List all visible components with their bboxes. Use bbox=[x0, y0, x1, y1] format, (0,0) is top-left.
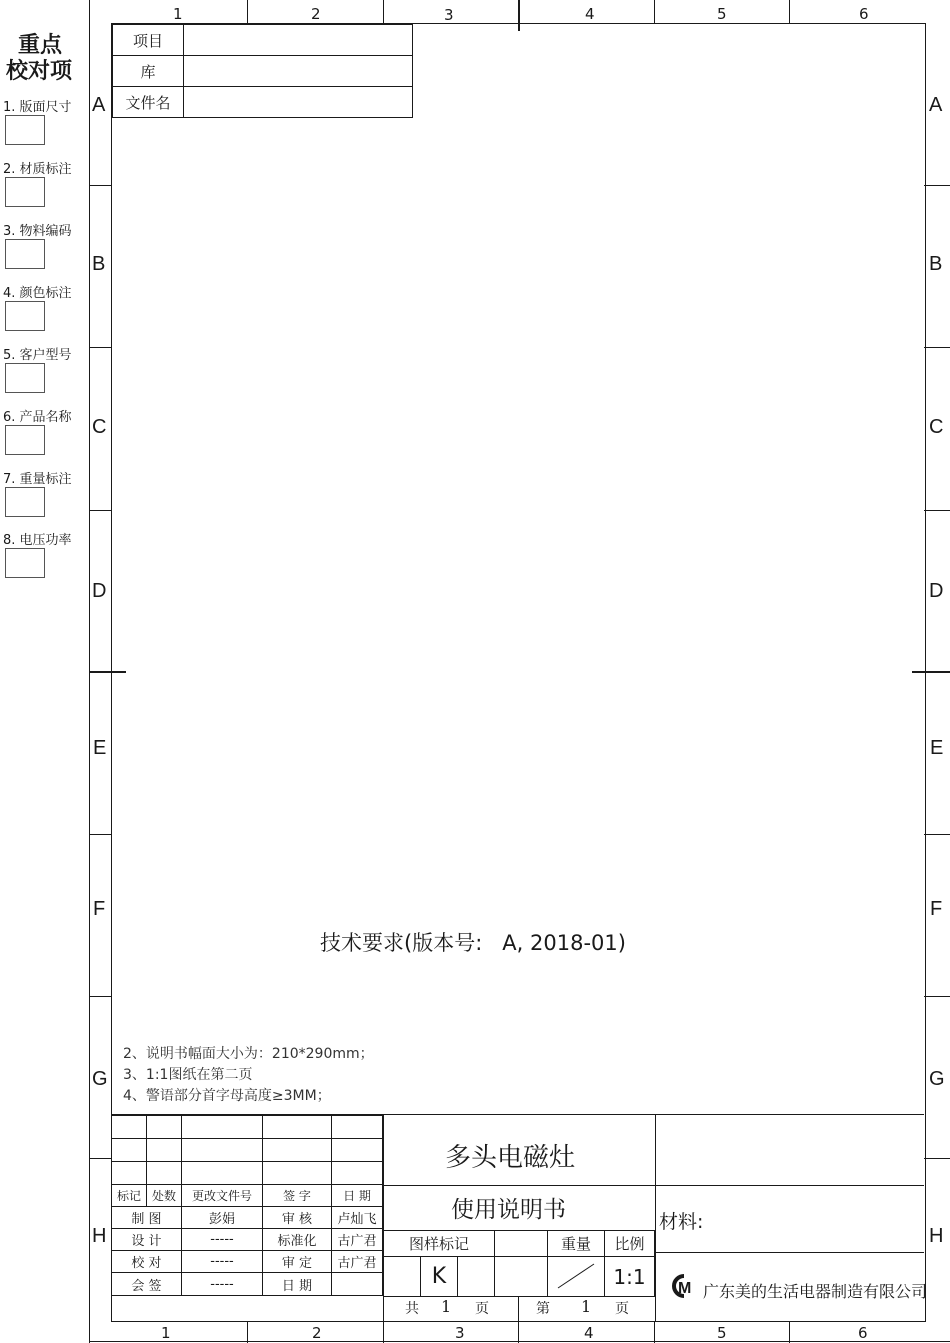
scale-label: 比例 bbox=[605, 1231, 655, 1257]
col-divider bbox=[383, 0, 384, 23]
total-pages-label: 共 bbox=[405, 1301, 419, 1317]
row-letter: G bbox=[929, 1068, 945, 1090]
role-label: 标准化 bbox=[263, 1229, 332, 1251]
row-letter: A bbox=[929, 94, 943, 116]
col-divider bbox=[789, 1321, 790, 1343]
column-number: 4 bbox=[585, 5, 595, 23]
checklist-checkbox[interactable] bbox=[5, 487, 45, 517]
row-divider bbox=[89, 834, 111, 835]
document-name: 使用说明书 bbox=[451, 1197, 566, 1223]
midea-logo-icon bbox=[666, 1273, 702, 1299]
pages-mid-divider bbox=[518, 1296, 519, 1321]
current-page-value: 1 bbox=[581, 1297, 592, 1316]
project-value[interactable] bbox=[184, 25, 413, 56]
checklist-item-label: 2. 材质标注 bbox=[3, 162, 72, 177]
column-number: 6 bbox=[858, 1324, 868, 1342]
col-divider bbox=[654, 0, 655, 23]
outer-border-bottom bbox=[89, 1341, 950, 1342]
rev-header-sign: 签 字 bbox=[263, 1185, 332, 1207]
row-letter: E bbox=[930, 737, 944, 759]
total-pages-value: 1 bbox=[441, 1297, 452, 1316]
column-number: 3 bbox=[444, 6, 454, 24]
column-number: 2 bbox=[312, 1324, 322, 1342]
row-letter: F bbox=[930, 898, 943, 920]
row-letter: D bbox=[92, 580, 107, 602]
row-letter: B bbox=[929, 253, 943, 275]
col-divider bbox=[518, 1321, 519, 1343]
library-value[interactable] bbox=[184, 56, 413, 87]
company-logo bbox=[666, 1273, 702, 1299]
checklist-checkbox[interactable] bbox=[5, 301, 45, 331]
tech-note: 3、1:1图纸在第二页 bbox=[123, 1067, 253, 1083]
col-divider bbox=[654, 1321, 655, 1343]
title-block bbox=[111, 1114, 928, 1321]
row-letter: A bbox=[92, 94, 106, 116]
revision-approval-grid bbox=[111, 1115, 383, 1296]
row-divider bbox=[924, 510, 950, 511]
centering-mark bbox=[912, 671, 950, 673]
checklist-title-line2: 校对项 bbox=[6, 59, 73, 84]
project-label: 项目 bbox=[113, 25, 184, 56]
centering-mark bbox=[89, 671, 126, 673]
filename-value[interactable] bbox=[184, 87, 413, 118]
material-divider bbox=[654, 1252, 924, 1253]
row-letter: F bbox=[93, 898, 106, 920]
col-divider bbox=[247, 0, 248, 23]
role-name: 卢灿飞 bbox=[332, 1207, 383, 1229]
rev-header-mark: 标记 bbox=[112, 1185, 147, 1207]
checklist-item-label: 5. 客户型号 bbox=[3, 348, 72, 363]
column-number: 3 bbox=[455, 1324, 465, 1342]
row-letter: G bbox=[92, 1068, 108, 1090]
checklist-checkbox[interactable] bbox=[5, 363, 45, 393]
tech-note: 2、说明书幅面大小为：210*290mm； bbox=[123, 1046, 374, 1062]
checklist-item-label: 4. 颜色标注 bbox=[3, 286, 72, 301]
checklist-checkbox[interactable] bbox=[5, 177, 45, 207]
role-name: 彭娟 bbox=[182, 1207, 263, 1229]
row-letter: H bbox=[929, 1225, 944, 1247]
role-label: 审 定 bbox=[263, 1251, 332, 1273]
checklist-item-label: 8. 电压功率 bbox=[3, 533, 72, 548]
role-label: 审 核 bbox=[263, 1207, 332, 1229]
role-name: 古广君 bbox=[332, 1251, 383, 1273]
column-number: 1 bbox=[173, 5, 183, 23]
company-name: 广东美的生活电器制造有限公司 bbox=[703, 1282, 928, 1301]
sample-mark-label: 图样标记 bbox=[384, 1231, 495, 1257]
row-letter: B bbox=[92, 253, 106, 275]
row-letter: D bbox=[929, 580, 944, 602]
sample-mark-value: K bbox=[421, 1257, 458, 1297]
row-divider bbox=[89, 1158, 111, 1159]
row-divider bbox=[924, 1158, 950, 1159]
total-pages-unit: 页 bbox=[475, 1301, 489, 1317]
svg-text:M: M bbox=[678, 1280, 692, 1297]
current-page-label: 第 bbox=[536, 1301, 550, 1317]
role-name: ----- bbox=[182, 1273, 263, 1296]
role-name: ----- bbox=[182, 1229, 263, 1251]
row-letter: C bbox=[929, 416, 944, 438]
row-divider bbox=[924, 834, 950, 835]
role-name: 古广君 bbox=[332, 1229, 383, 1251]
checklist-item-label: 3. 物料编码 bbox=[3, 224, 72, 239]
checklist-item-label: 7. 重量标注 bbox=[3, 472, 72, 487]
checklist-checkbox[interactable] bbox=[5, 239, 45, 269]
role-label: 设 计 bbox=[112, 1229, 182, 1251]
weight-label: 重量 bbox=[548, 1231, 605, 1257]
row-letter: H bbox=[92, 1225, 107, 1247]
role-label: 会 签 bbox=[112, 1273, 182, 1296]
col-divider bbox=[383, 1321, 384, 1343]
weight-value bbox=[548, 1257, 605, 1297]
row-divider bbox=[89, 996, 111, 997]
filename-label: 文件名 bbox=[113, 87, 184, 118]
checklist-checkbox[interactable] bbox=[5, 548, 45, 578]
role-name: ----- bbox=[182, 1251, 263, 1273]
row-divider bbox=[89, 510, 111, 511]
col-divider bbox=[789, 0, 790, 23]
row-letter: E bbox=[93, 737, 107, 759]
role-label: 制 图 bbox=[112, 1207, 182, 1229]
checklist-title-line1: 重点 bbox=[18, 33, 63, 58]
row-divider bbox=[924, 996, 950, 997]
column-number: 2 bbox=[311, 5, 321, 23]
rev-header-count: 处数 bbox=[147, 1185, 182, 1207]
role-label: 校 对 bbox=[112, 1251, 182, 1273]
rev-header-date: 日 期 bbox=[332, 1185, 383, 1207]
checklist-item-label: 6. 产品名称 bbox=[3, 410, 72, 425]
checklist-checkbox[interactable] bbox=[5, 115, 45, 145]
col-divider bbox=[247, 1321, 248, 1343]
row-divider bbox=[924, 347, 950, 348]
name-divider bbox=[383, 1185, 924, 1186]
centering-mark bbox=[518, 0, 520, 31]
row-divider bbox=[89, 185, 111, 186]
checklist-item-label: 1. 版面尺寸 bbox=[3, 100, 72, 115]
library-label: 库 bbox=[113, 56, 184, 87]
column-number: 5 bbox=[717, 1324, 727, 1342]
tech-note: 4、警语部分首字母高度≥3MM； bbox=[123, 1088, 331, 1104]
weight-slash-icon bbox=[552, 1258, 600, 1292]
role-name bbox=[332, 1273, 383, 1296]
checklist-checkbox[interactable] bbox=[5, 425, 45, 455]
row-divider bbox=[89, 347, 111, 348]
material-label: 材料: bbox=[659, 1211, 704, 1233]
tech-requirements-title: 技术要求(版本号: A, 2018-01) bbox=[320, 931, 626, 955]
row-letter: C bbox=[92, 416, 107, 438]
rev-header-change-doc: 更改文件号 bbox=[182, 1185, 263, 1207]
project-info-table bbox=[112, 24, 413, 118]
column-number: 6 bbox=[859, 5, 869, 23]
row-divider bbox=[924, 185, 950, 186]
column-number: 5 bbox=[717, 5, 727, 23]
scale-value: 1:1 bbox=[605, 1257, 655, 1297]
current-page-unit: 页 bbox=[615, 1301, 629, 1317]
column-number: 1 bbox=[161, 1324, 171, 1342]
product-name: 多头电磁灶 bbox=[445, 1143, 576, 1173]
column-number: 4 bbox=[584, 1324, 594, 1342]
mark-weight-scale-grid bbox=[383, 1230, 655, 1297]
role-label: 日 期 bbox=[263, 1273, 332, 1296]
